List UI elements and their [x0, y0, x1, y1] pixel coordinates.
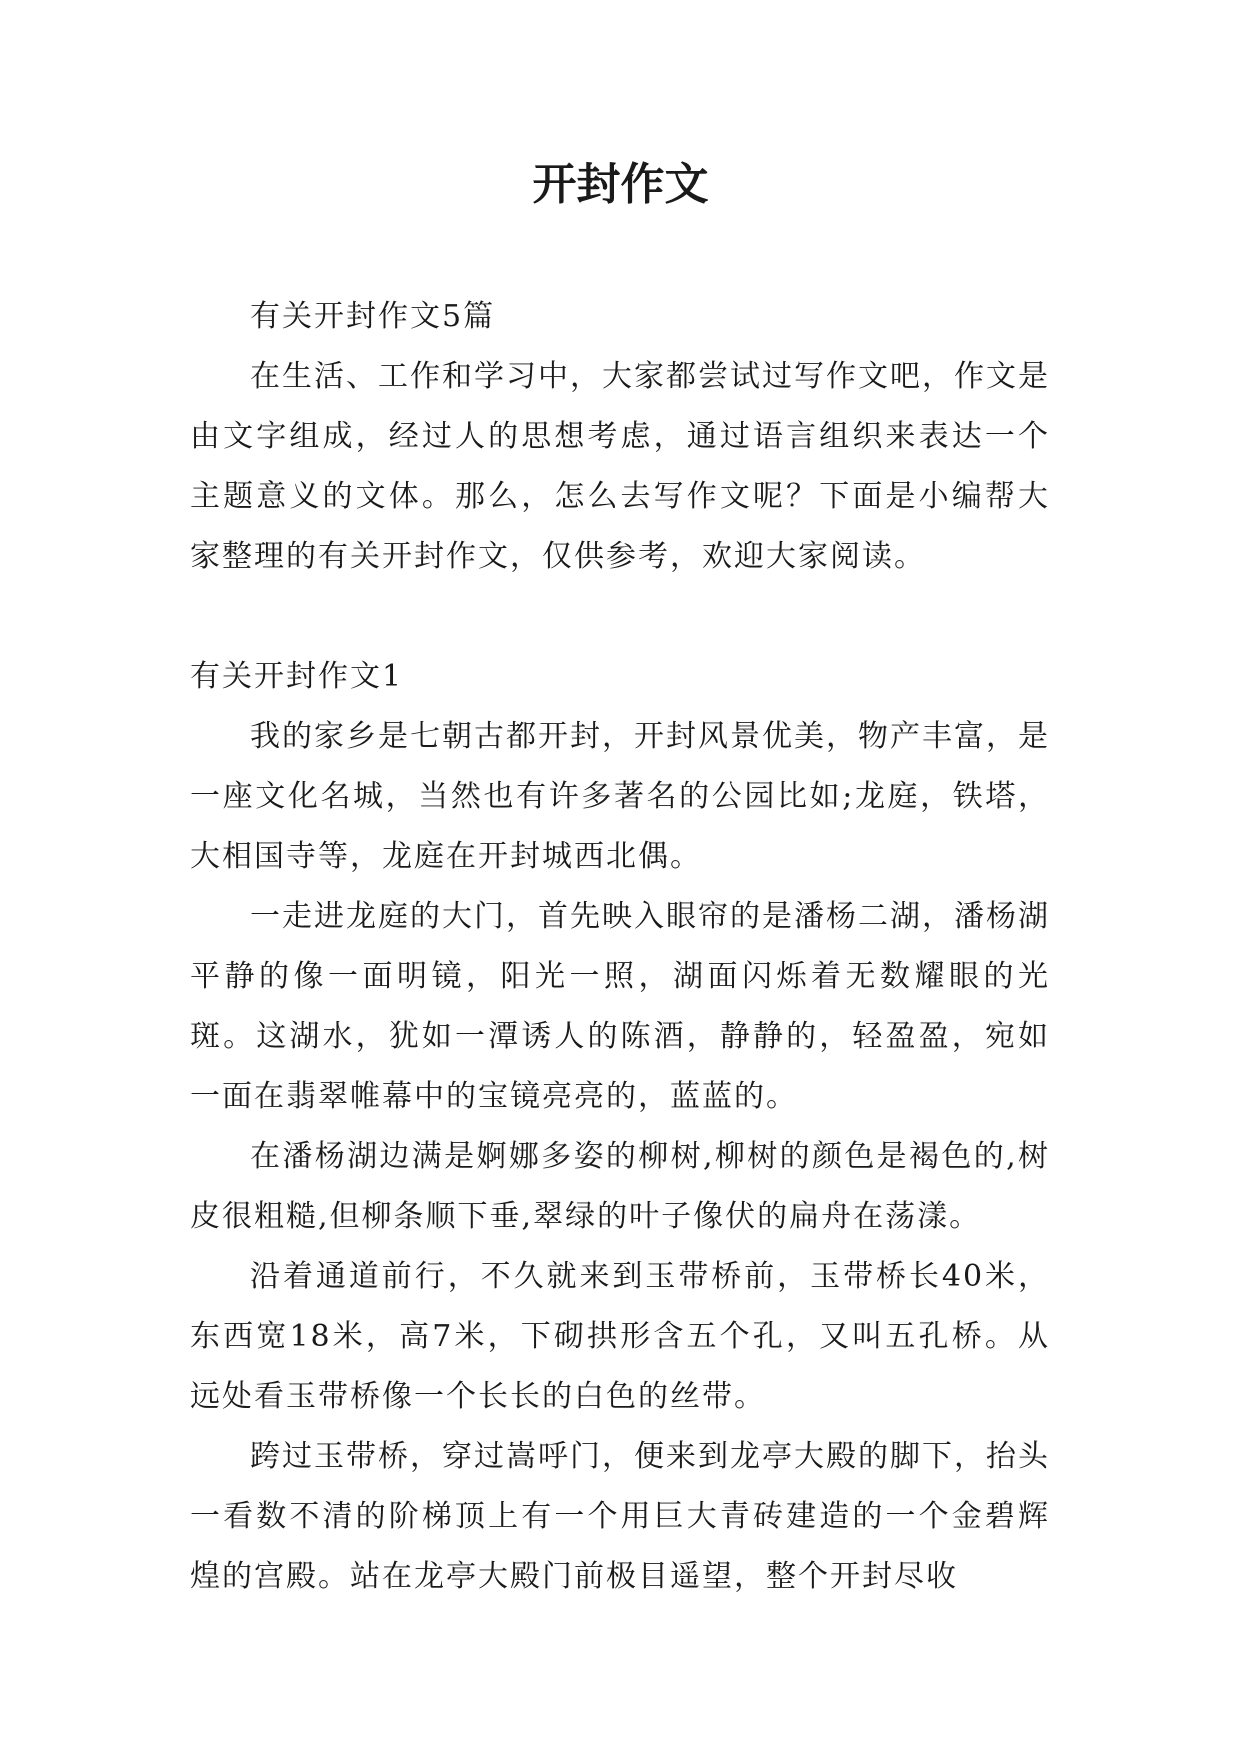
intro-paragraph: 在生活、工作和学习中，大家都尝试过写作文吧，作文是由文字组成，经过人的思想考虑，通过语言组织来表达一个主题意义的文体。那么，怎么去写作文呢？下面是小编帮大家整理的有关开封作文，仅供参考，欢迎大家阅读。 — [190, 359, 1050, 574]
body-paragraph: 跨过玉带桥，穿过嵩呼门，便来到龙亭大殿的脚下，抬头一看数不清的阶梯顶上有一个用巨大青砖建造的一个金碧辉煌的宫殿。站在龙亭大殿门前极目遥望，整个开封尽收 — [190, 1439, 1050, 1594]
document-title: 开封作文 — [532, 159, 709, 210]
body-paragraph: 在潘杨湖边满是婀娜多姿的柳树,柳树的颜色是褐色的,树皮很粗糙,但柳条顺下垂,翠绿的叶子像伏的扁舟在荡漾。 — [190, 1139, 1050, 1234]
body-paragraph: 一走进龙庭的大门，首先映入眼帘的是潘杨二湖，潘杨湖平静的像一面明镜，阳光一照，湖面闪烁着无数耀眼的光斑。这湖水，犹如一潭诱人的陈酒，静静的，轻盈盈，宛如一面在翡翠帷幕中的宝镜亮亮的，蓝蓝的。 — [190, 899, 1050, 1114]
document-subtitle: 有关开封作文5篇 — [250, 299, 496, 334]
section-heading: 有关开封作文1 — [190, 659, 404, 694]
body-paragraph: 我的家乡是七朝古都开封，开封风景优美，物产丰富，是一座文化名城，当然也有许多著名的公园比如;龙庭，铁塔，大相国寺等，龙庭在开封城西北偶。 — [190, 719, 1050, 874]
document-body — [190, 287, 1050, 1607]
paragraph-spacer — [190, 587, 1050, 647]
body-paragraph: 沿着通道前行，不久就来到玉带桥前，玉带桥长40米，东西宽18米，高7米，下砌拱形含五个孔，又叫五孔桥。从远处看玉带桥像一个长长的白色的丝带。 — [190, 1259, 1050, 1414]
